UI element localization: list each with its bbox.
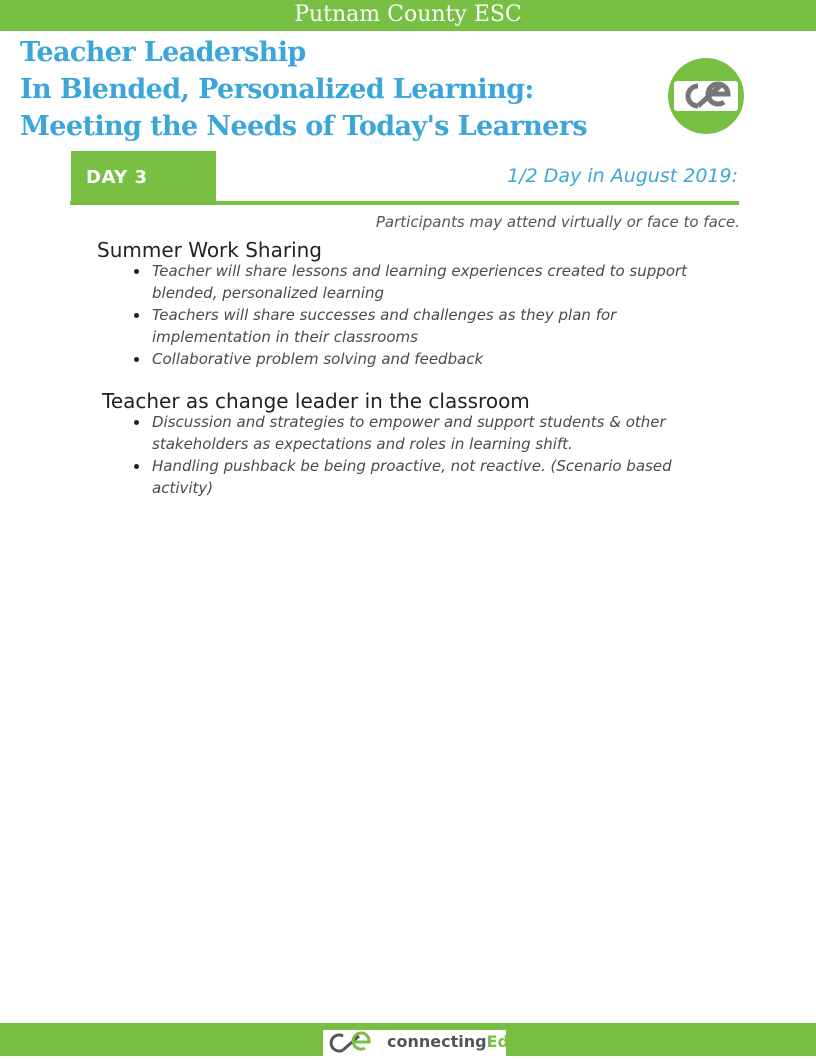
list-item: Teacher will share lessons and learning experiences created to support blended, personalized learning — [134, 260, 724, 304]
connectinged-footer-icon — [323, 1030, 383, 1056]
day-tab — [71, 151, 216, 205]
title-line-3: Meeting the Needs of Today's Learners — [20, 111, 587, 142]
organization-banner — [0, 0, 816, 31]
title-line-2: In Blended, Personalized Learning: — [20, 74, 534, 105]
list-item: Collaborative problem solving and feedback — [134, 348, 724, 370]
section-heading-change-leader: Teacher as change leader in the classroom — [102, 389, 530, 413]
connectinged-logo-icon — [668, 58, 744, 134]
list-item: Discussion and strategies to empower and support students & other stakeholders as expectations and roles in learning shift. — [134, 411, 724, 455]
title-line-1: Teacher Leadership — [20, 37, 306, 68]
list-item: Teachers will share successes and challenges as they plan for implementation in their classrooms — [134, 304, 724, 348]
change-leader-list — [134, 411, 724, 499]
section-heading-summer-work: Summer Work Sharing — [97, 238, 322, 262]
organization-name: Putnam County ESC — [294, 2, 522, 27]
day-label: DAY 3 — [86, 167, 148, 188]
session-date: 1/2 Day in August 2019: — [507, 165, 738, 187]
footer-logo — [323, 1030, 509, 1056]
list-item: Handling pushback be being proactive, not reactive. (Scenario based activity) — [134, 455, 724, 499]
footer-brand-suffix: Ed — [486, 1032, 509, 1051]
summer-work-list — [134, 260, 724, 370]
footer-brand — [387, 1032, 509, 1051]
attendance-note: Participants may attend virtually or face to face. — [375, 213, 740, 231]
footer-brand-prefix: connecting — [387, 1032, 487, 1051]
document-title — [20, 34, 640, 145]
